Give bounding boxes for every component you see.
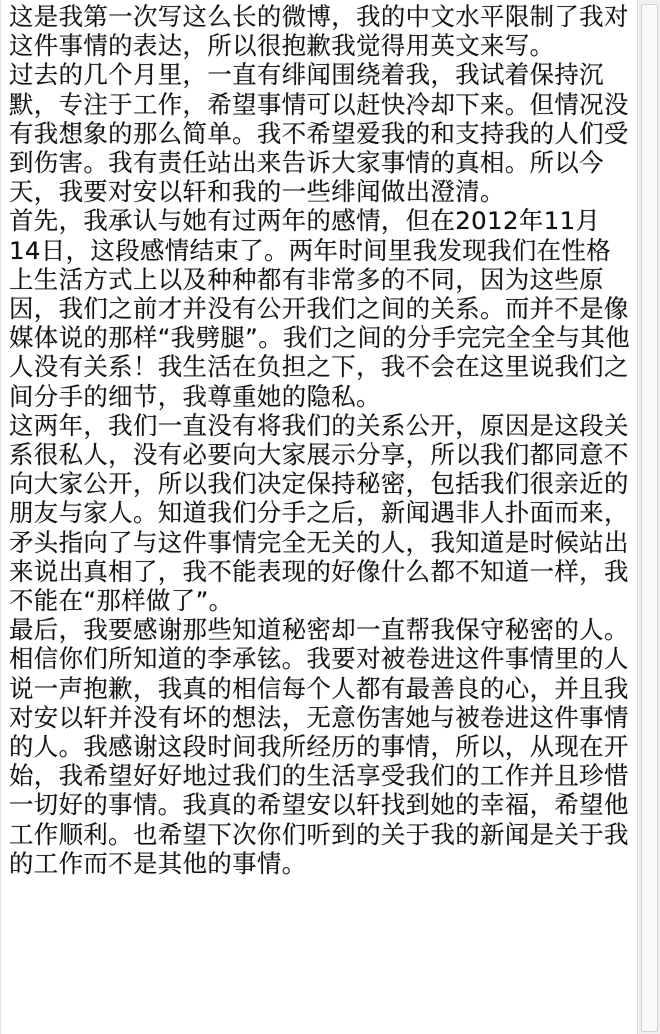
paragraph-intro: 这是我第一次写这么长的微博，我的中文水平限制了我对这件事情的表达，所以很抱歉我觉得用英文来写。 bbox=[9, 2, 629, 61]
vertical-scrollbar[interactable] bbox=[637, 0, 660, 1034]
statement-text bbox=[1, 0, 637, 878]
paragraph-closing: 最后，我要感谢那些知道秘密却一直帮我保守秘密的人。相信你们所知道的李承铉。我要对被卷进这件事情里的人说一声抱歉，我真的相信每个人都有最善良的心，并且我对安以轩并没有坏的想法，无意伤害她与被卷进这件事情的人。我感谢这段时间我所经历的事情，所以，从现在开始，我希望好好地过我们的生活享受我们的工作并且珍惜一切好的事情。我真的希望安以轩找到她的幸福，希望他工作顺利。也希望下次你们听到的关于我的新闻是关于我的工作而不是其他的事情。 bbox=[9, 615, 629, 878]
scrollbar-thumb[interactable] bbox=[641, 4, 658, 1032]
paragraph-relationship: 首先，我承认与她有过两年的感情，但在2012年11月14日，这段感情结束了。两年时间里我发现我们在性格上生活方式上以及种种都有非常多的不同，因为这些原因，我们之前才并没有公开我们之间的关系。而并不是像媒体说的那样“我劈腿”。我们之间的分手完完全全与其他人没有关系！我生活在负担之下，我不会在这里说我们之间分手的细节，我尊重她的隐私。 bbox=[9, 206, 631, 411]
paragraph-privacy: 这两年，我们一直没有将我们的关系公开，原因是这段关系很私人，没有必要向大家展示分享，所以我们都同意不向大家公开，所以我们决定保持秘密，包括我们很亲近的朋友与家人。知道我们分手之后，新闻遇非人扑面而来，矛头指向了与这件事情完全无关的人，我知道是时候站出来说出真相了，我不能表现的好像什么都不知道一样，我不能在“那样做了”。 bbox=[9, 410, 629, 616]
paragraph-rumors: 过去的几个月里，一直有绯闻围绕着我，我试着保持沉默，专注于工作，希望事情可以赶快冷却下来。但情况没有我想象的那么简单。我不希望爱我的和支持我的人们受到伤害。我有责任站出来告诉大家事情的真相。所以今天，我要对安以轩和我的一些绯闻做出澄清。 bbox=[9, 60, 629, 207]
